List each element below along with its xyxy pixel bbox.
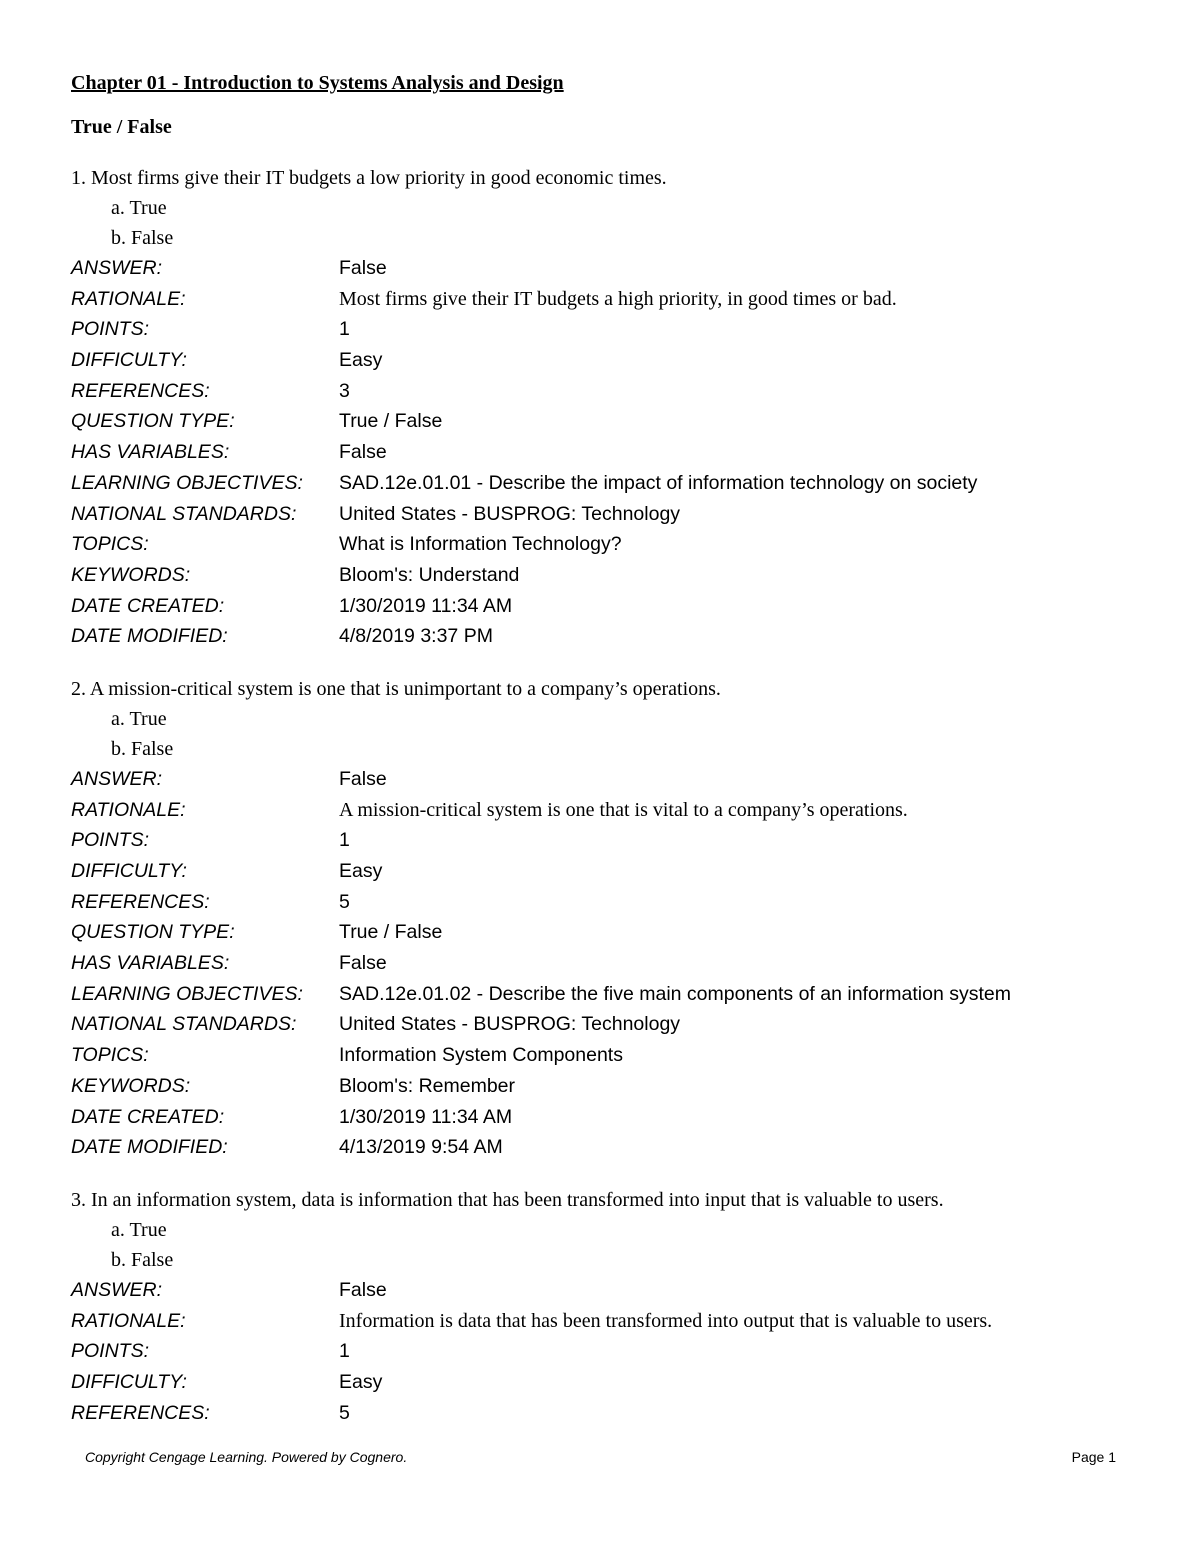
- date-modified-row: [71, 621, 1151, 652]
- section-title: True / False: [71, 116, 172, 138]
- points-label: POINTS:: [71, 1340, 150, 1363]
- question-type-value: True / False: [339, 410, 443, 433]
- difficulty-label: DIFFICULTY:: [71, 1370, 187, 1393]
- question-text: 1. Most firms give their IT budgets a low priority in good economic times.: [71, 167, 667, 189]
- page-footer: [85, 1446, 1116, 1468]
- date-created-row: [71, 1102, 1151, 1133]
- question-type-value: True / False: [339, 921, 443, 944]
- has-variables-label: HAS VARIABLES:: [71, 952, 230, 975]
- keywords-row: [71, 560, 1151, 591]
- learning-objectives-row: [71, 468, 1151, 499]
- date-created-row: [71, 591, 1151, 622]
- answer-label: ANSWER:: [71, 1278, 163, 1301]
- topics-label: TOPICS:: [71, 533, 149, 556]
- references-label: REFERENCES:: [71, 890, 210, 913]
- national-standards-label: NATIONAL STANDARDS:: [71, 1013, 297, 1036]
- choice-false: b. False: [111, 1248, 174, 1271]
- question-type-row: [71, 406, 1151, 437]
- choice-false: b. False: [111, 737, 174, 760]
- keywords-value: Bloom's: Remember: [339, 1074, 516, 1097]
- difficulty-label: DIFFICULTY:: [71, 860, 187, 882]
- date-modified-value: 4/8/2019 3:37 PM: [339, 625, 493, 648]
- difficulty-label: DIFFICULTY:: [71, 349, 187, 372]
- points-value: 1: [339, 318, 350, 341]
- difficulty-value: Easy: [339, 349, 383, 372]
- choice-true: a. True: [111, 1218, 167, 1241]
- learning-objectives-value: SAD.12e.01.01 - Describe the impact of information technology on society: [339, 471, 978, 494]
- national-standards-value: United States - BUSPROG: Technology: [339, 502, 681, 525]
- choice-true: a. True: [111, 707, 167, 730]
- rationale-value: A mission-critical system is one that is vital to a company’s operations.: [339, 798, 908, 821]
- rationale-row: [71, 795, 1151, 826]
- answer-label: ANSWER:: [71, 257, 163, 279]
- has-variables-label: HAS VARIABLES:: [71, 441, 230, 464]
- learning-objectives-label: LEARNING OBJECTIVES:: [71, 982, 303, 1005]
- date-created-value: 1/30/2019 11:34 AM: [339, 594, 513, 617]
- has-variables-value: False: [339, 441, 387, 464]
- copyright-text: Copyright Cengage Learning. Powered by Cognero.: [85, 1449, 408, 1465]
- difficulty-row: [71, 345, 1151, 376]
- keywords-label: KEYWORDS:: [71, 563, 191, 586]
- points-value: 1: [339, 1340, 350, 1363]
- date-created-label: DATE CREATED:: [71, 594, 225, 617]
- points-label: POINTS:: [71, 829, 150, 852]
- rationale-label: RATIONALE:: [71, 798, 186, 821]
- difficulty-value: Easy: [339, 860, 383, 882]
- date-created-label: DATE CREATED:: [71, 1105, 225, 1128]
- question-2: [71, 674, 1151, 1163]
- rationale-value: Information is data that has been transformed into output that is valuable to users.: [339, 1309, 993, 1332]
- learning-objectives-value: SAD.12e.01.02 - Describe the five main components of an information system: [339, 982, 1011, 1005]
- question-1: [71, 163, 1151, 652]
- references-row: [71, 887, 1151, 918]
- rationale-row: [71, 1306, 1151, 1337]
- rationale-label: RATIONALE:: [71, 287, 186, 310]
- national-standards-row: [71, 1009, 1151, 1040]
- national-standards-row: [71, 499, 1151, 530]
- points-row: [71, 314, 1151, 345]
- topics-row: [71, 1040, 1151, 1071]
- rationale-row: [71, 284, 1151, 315]
- points-value: 1: [339, 829, 350, 852]
- choice-true: a. True: [111, 197, 167, 219]
- document-page: [71, 68, 1151, 1428]
- topics-label: TOPICS:: [71, 1044, 149, 1067]
- page-number: Page 1: [1071, 1449, 1116, 1465]
- has-variables-value: False: [339, 952, 387, 975]
- answer-label: ANSWER:: [71, 767, 163, 790]
- has-variables-row: [71, 437, 1151, 468]
- difficulty-value: Easy: [339, 1370, 383, 1393]
- rationale-label: RATIONALE:: [71, 1309, 186, 1332]
- choice-false: b. False: [111, 227, 174, 249]
- answer-value: False: [339, 257, 387, 279]
- keywords-value: Bloom's: Understand: [339, 563, 520, 586]
- references-row: [71, 376, 1151, 407]
- question-text: 2. A mission-critical system is one that is unimportant to a company’s operations.: [71, 677, 721, 700]
- question-type-label: QUESTION TYPE:: [71, 410, 235, 433]
- rationale-value: Most firms give their IT budgets a high priority, in good times or bad.: [339, 287, 897, 310]
- chapter-title: Chapter 01 - Introduction to Systems Analysis and Design: [71, 72, 564, 94]
- date-modified-label: DATE MODIFIED:: [71, 625, 228, 648]
- date-modified-row: [71, 1132, 1151, 1163]
- answer-value: False: [339, 1278, 387, 1301]
- points-row: [71, 1336, 1151, 1367]
- has-variables-row: [71, 948, 1151, 979]
- references-value: 5: [339, 1401, 350, 1424]
- references-label: REFERENCES:: [71, 1401, 210, 1424]
- question-3: [71, 1185, 1151, 1428]
- date-modified-label: DATE MODIFIED:: [71, 1136, 228, 1159]
- points-row: [71, 825, 1151, 856]
- topics-value: Information System Components: [339, 1044, 623, 1067]
- learning-objectives-row: [71, 979, 1151, 1010]
- learning-objectives-label: LEARNING OBJECTIVES:: [71, 471, 303, 494]
- references-row: [71, 1398, 1151, 1429]
- references-value: 3: [339, 379, 350, 402]
- answer-row: [71, 764, 1151, 795]
- keywords-label: KEYWORDS:: [71, 1074, 191, 1097]
- answer-value: False: [339, 767, 387, 790]
- question-type-label: QUESTION TYPE:: [71, 921, 235, 944]
- keywords-row: [71, 1071, 1151, 1102]
- national-standards-label: NATIONAL STANDARDS:: [71, 502, 297, 525]
- question-text: 3. In an information system, data is information that has been transformed into input that is valuable to users.: [71, 1188, 944, 1211]
- date-created-value: 1/30/2019 11:34 AM: [339, 1105, 513, 1128]
- topics-value: What is Information Technology?: [339, 533, 622, 556]
- answer-row: [71, 253, 1151, 284]
- national-standards-value: United States - BUSPROG: Technology: [339, 1013, 681, 1036]
- references-label: REFERENCES:: [71, 379, 210, 402]
- question-type-row: [71, 917, 1151, 948]
- difficulty-row: [71, 1367, 1151, 1398]
- topics-row: [71, 529, 1151, 560]
- date-modified-value: 4/13/2019 9:54 AM: [339, 1136, 503, 1159]
- references-value: 5: [339, 890, 350, 913]
- difficulty-row: [71, 856, 1151, 887]
- answer-row: [71, 1275, 1151, 1306]
- points-label: POINTS:: [71, 318, 150, 341]
